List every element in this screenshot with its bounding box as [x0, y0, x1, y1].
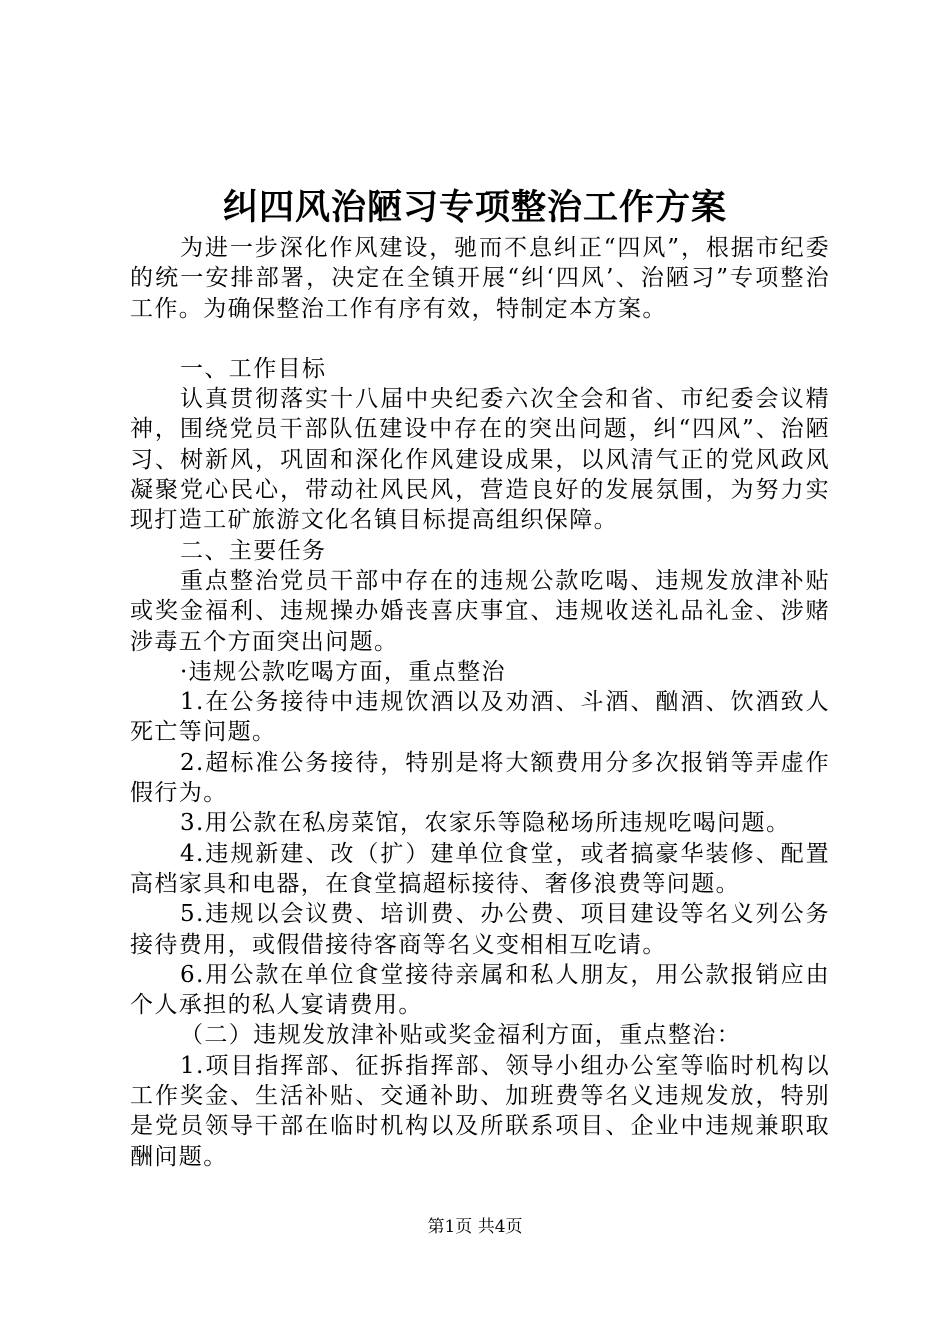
section-heading-tasks: 二、主要任务: [180, 537, 327, 564]
list-item: 2.超标准公务接待，特别是将大额费用分多次报销等弄虚作假行为。: [130, 749, 830, 807]
page-footer: 第1页 共4页: [427, 1217, 523, 1237]
document-body: [130, 233, 830, 1172]
list-item: 3.用公款在私房菜馆，农家乐等隐秘场所违规吃喝问题。: [180, 810, 791, 837]
subsection-heading-dining: ·违规公款吃喝方面，重点整治: [180, 658, 506, 685]
list-item: 6.用公款在单位食堂接待亲属和私人朋友，用公款报销应由个人承担的私人宴请费用。: [130, 961, 830, 1019]
tasks-paragraph: 重点整治党员干部中存在的违规公款吃喝、违规发放津补贴或奖金福利、违规操办婚丧喜庆事宜、违规收送礼品礼金、涉赌涉毒五个方面突出问题。: [130, 567, 830, 655]
list-item: 4.违规新建、改（扩）建单位食堂，或者搞豪华装修、配置高档家具和电器，在食堂搞超标接待、奢侈浪费等问题。: [130, 840, 830, 897]
list-item: 1.项目指挥部、征拆指挥部、领导小组办公室等临时机构以工作奖金、生活补贴、交通补助、加班费等名义违规发放，特别是党员领导干部在临时机构以及所联系项目、企业中违规兼职取酬问题。: [130, 1052, 830, 1170]
goals-paragraph: 认真贯彻落实十八届中央纪委六次全会和省、市纪委会议精神，围绕党员干部队伍建设中存在的突出问题，纠“四风”、治陋习、树新风，巩固和深化作风建设成果，以风清气正的党风政风凝聚党心民心，带动社风民风，营造良好的发展氛围，为努力实现打造工矿旅游文化名镇目标提高组织保障。: [130, 386, 830, 534]
intro-paragraph: 为进一步深化作风建设，驰而不息纠正“四风”，根据市纪委的统一安排部署，决定在全镇开展“纠‘四风’、治陋习”专项整治工作。为确保整治工作有序有效，特制定本方案。: [130, 235, 830, 322]
subsection-heading-allowances: （二）违规发放津补贴或奖金福利方面，重点整治：: [180, 1022, 742, 1049]
list-item: 5.违规以会议费、培训费、办公费、项目建设等名义列公务接待费用，或假借接待客商等名义变相相互吃请。: [130, 901, 830, 958]
document-title: 纠四风治陋习专项整治工作方案: [222, 187, 727, 228]
section-heading-goals: 一、工作目标: [180, 355, 327, 382]
list-item: 1.在公务接待中违规饮酒以及劝酒、斗酒、酗酒、饮酒致人死亡等问题。: [130, 689, 830, 746]
